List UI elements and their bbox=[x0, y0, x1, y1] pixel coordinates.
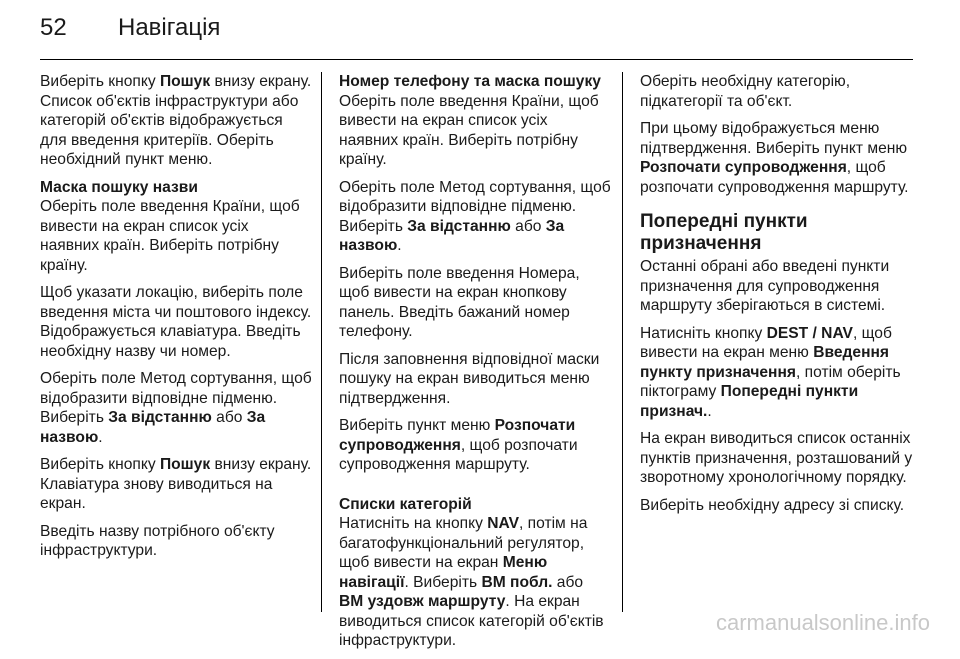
column-2 bbox=[339, 72, 611, 659]
section-heading: Попередні пункти призначення bbox=[640, 211, 808, 254]
paragraph: Виберіть кнопку Пошук внизу екрану. Список об'єктів інфраструктури або категорій об'єктів відображується для введення критеріїв. Оберіть необхідний пункт меню. bbox=[40, 73, 312, 168]
column-1 bbox=[40, 72, 312, 569]
column-3 bbox=[640, 72, 915, 523]
subheading: Маска пошуку назви bbox=[40, 178, 198, 196]
column-divider bbox=[622, 72, 623, 612]
subheading: Списки категорій bbox=[339, 495, 472, 513]
watermark: carmanualsonline.info bbox=[715, 610, 930, 635]
page-title: Навігація bbox=[118, 14, 221, 41]
subheading: Номер телефону та маска пошуку bbox=[339, 73, 601, 90]
paragraph: Натисніть кнопку DEST / NAV, щоб вивести на екран меню Введення пункту призначення, потім оберіть піктограму Попередні пункти признач.. bbox=[640, 324, 901, 420]
paragraph: Оберіть поле Метод сортування, щоб відобразити відповідне підменю. Виберіть За відстанню або За назвою. bbox=[339, 178, 611, 254]
paragraph: Натисніть на кнопку NAV, потім на багатофункціональний регулятор, щоб вивести на екран Меню навігації. Виберіть ВМ побл. або ВМ уздовж маршруту. На екран виводиться список категорій об'єктів інфраструктури. bbox=[339, 515, 604, 649]
paragraph: Виберіть поле введення Номера, щоб вивести на екран кнопкову панель. Введіть бажаний номер телефону. bbox=[339, 264, 580, 340]
paragraph: На екран виводиться список останніх пунктів призначення, розташований у зворотному хронологічному порядку. bbox=[640, 430, 913, 486]
header-rule bbox=[40, 59, 913, 60]
paragraph: Оберіть поле Метод сортування, щоб відобразити відповідне підменю. Виберіть За відстанню або За назвою. bbox=[40, 370, 312, 446]
paragraph: Виберіть пункт меню Розпочати супроводження, щоб розпочати супроводження маршруту. bbox=[339, 417, 578, 473]
paragraph: Виберіть необхідну адресу зі списку. bbox=[640, 496, 905, 514]
paragraph: Оберіть необхідну категорію, підкатегорії та об'єкт. bbox=[640, 73, 851, 110]
paragraph: Щоб указати локацію, виберіть поле введення міста чи поштового індексу. Відображується клавіатура. Введіть необхідну назву чи номер. bbox=[40, 284, 312, 360]
page-number: 52 bbox=[40, 14, 67, 41]
paragraph: Останні обрані або введені пункти призначення для супроводження маршруту зберігаються в системі. bbox=[640, 258, 890, 314]
paragraph: Оберіть поле введення Країни, щоб вивести на екран список усіх наявних країн. Виберіть потрібну країну. bbox=[40, 198, 300, 274]
paragraph: При цьому відображується меню підтвердження. Виберіть пункт меню Розпочати супроводження, щоб розпочати супроводження маршруту. bbox=[640, 120, 909, 196]
paragraph: Оберіть поле введення Країни, щоб вивести на екран список усіх наявних країн. Виберіть потрібну країну. bbox=[339, 92, 599, 168]
column-divider bbox=[321, 72, 322, 612]
paragraph: Виберіть кнопку Пошук внизу екрану. Клавіатура знову виводиться на екран. bbox=[40, 456, 312, 512]
paragraph: Введіть назву потрібного об'єкту інфраструктури. bbox=[40, 522, 275, 559]
paragraph: Після заповнення відповідної маски пошуку на екран виводиться меню підтвердження. bbox=[339, 350, 600, 407]
